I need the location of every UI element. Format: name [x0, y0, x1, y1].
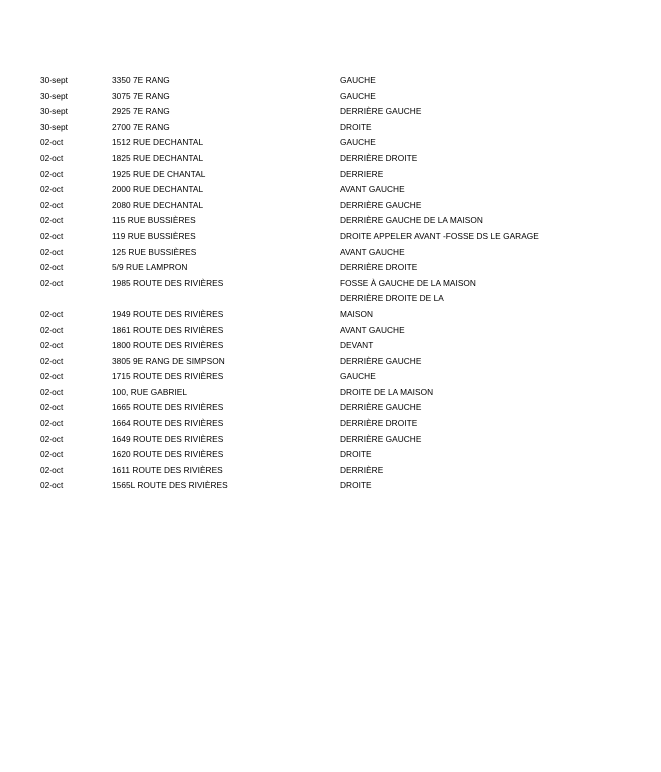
cell-address: 1861 ROUTE DES RIVIÈRES — [112, 324, 224, 335]
table-body — [40, 76, 660, 497]
cell-note: AVANT GAUCHE — [340, 184, 405, 195]
table-row — [40, 154, 660, 170]
cell-date: 02-oct — [40, 215, 64, 226]
cell-note: DERRIÈRE GAUCHE — [340, 433, 422, 444]
table-row — [40, 466, 660, 482]
cell-date: 02-oct — [40, 230, 64, 241]
cell-note: DERRIÈRE GAUCHE — [340, 106, 422, 117]
cell-address: 1925 RUE DE CHANTAL — [112, 168, 206, 179]
cell-note: AVANT GAUCHE — [340, 324, 405, 335]
table-row — [40, 107, 660, 123]
cell-date: 02-oct — [40, 449, 64, 460]
cell-date: 02-oct — [40, 277, 64, 288]
cell-address: 1800 ROUTE DES RIVIÈRES — [112, 340, 224, 351]
cell-note: DERRIÈRE DROITE — [340, 418, 418, 429]
table-row — [40, 170, 660, 186]
cell-note: DERRIÈRE DROITE — [340, 152, 418, 163]
cell-date: 30-sept — [40, 106, 69, 117]
cell-address: 115 RUE BUSSIÈRES — [112, 215, 196, 226]
cell-address: 1649 ROUTE DES RIVIÈRES — [112, 433, 224, 444]
cell-date: 02-oct — [40, 386, 64, 397]
table-row — [40, 216, 660, 232]
cell-address: 125 RUE BUSSIÈRES — [112, 246, 197, 257]
cell-date: 02-oct — [40, 402, 64, 413]
cell-note: DERRIÈRE GAUCHE — [340, 199, 422, 210]
table-row — [40, 279, 660, 295]
table-row — [40, 310, 660, 326]
cell-date: 02-oct — [40, 168, 64, 179]
table-row — [40, 435, 660, 451]
table-row — [40, 248, 660, 264]
cell-address: 119 RUE BUSSIÈRES — [112, 230, 196, 241]
table-row — [40, 341, 660, 357]
cell-note: DERRIÈRE — [340, 464, 384, 475]
cell-note: AVANT GAUCHE — [340, 246, 405, 257]
cell-note: DERRIÈRE DROITE DE LA — [340, 293, 444, 304]
cell-address: 1620 ROUTE DES RIVIÈRES — [112, 449, 224, 460]
cell-address: 1949 ROUTE DES RIVIÈRES — [112, 308, 224, 319]
cell-date: 02-oct — [40, 308, 64, 319]
cell-date: 02-oct — [40, 246, 64, 257]
cell-note: GAUCHE — [340, 371, 376, 382]
cell-note: DERRIÈRE DROITE — [340, 262, 418, 273]
cell-note: DROITE — [340, 121, 372, 132]
cell-address: 1715 ROUTE DES RIVIÈRES — [112, 371, 224, 382]
cell-note: DROITE APPELER AVANT -FOSSE DS LE GARAGE — [340, 230, 539, 241]
cell-address: 1825 RUE DECHANTAL — [112, 152, 204, 163]
cell-date: 02-oct — [40, 152, 64, 163]
cell-date — [40, 294, 112, 310]
cell-date: 02-oct — [40, 418, 64, 429]
cell-address: 5/9 RUE LAMPRON — [112, 262, 188, 273]
cell-note: DROITE — [340, 480, 372, 491]
cell-note: DERRIÈRE GAUCHE — [340, 402, 422, 413]
table-row — [40, 76, 660, 92]
cell-date: 02-oct — [40, 433, 64, 444]
cell-address: 1512 RUE DECHANTAL — [112, 137, 204, 148]
cell-note: DROITE — [340, 449, 372, 460]
cell-note: DERRIÈRE GAUCHE DE LA MAISON — [340, 215, 483, 226]
table-row — [40, 450, 660, 466]
cell-address: 3075 7E RANG — [112, 90, 170, 101]
table-row — [40, 185, 660, 201]
cell-date: 30-sept — [40, 121, 69, 132]
cell-date: 02-oct — [40, 340, 64, 351]
cell-note: DERRIERE — [340, 168, 384, 179]
table-row — [40, 419, 660, 435]
cell-date: 02-oct — [40, 355, 64, 366]
cell-note: DERRIÈRE GAUCHE — [340, 355, 422, 366]
cell-date: 30-sept — [40, 90, 69, 101]
table-row — [40, 481, 660, 497]
table-row — [40, 232, 660, 248]
table-row — [40, 372, 660, 388]
cell-note: FOSSE À GAUCHE DE LA MAISON — [340, 277, 476, 288]
cell-address: 100, RUE GABRIEL — [112, 386, 188, 397]
cell-date: 02-oct — [40, 480, 64, 491]
table-row — [40, 357, 660, 373]
cell-address: 1985 ROUTE DES RIVIÈRES — [112, 277, 224, 288]
cell-date: 02-oct — [40, 137, 64, 148]
cell-address: 1665 ROUTE DES RIVIÈRES — [112, 402, 224, 413]
cell-address: 1611 ROUTE DES RIVIÈRES — [112, 464, 223, 475]
cell-note: GAUCHE — [340, 75, 376, 85]
cell-address: 2925 7E RANG — [112, 106, 170, 117]
cell-address: 1565L ROUTE DES RIVIÈRES — [112, 480, 228, 491]
schedule-table — [40, 76, 660, 497]
table-row — [40, 263, 660, 279]
cell-date: 02-oct — [40, 464, 64, 475]
cell-date: 30-sept — [40, 75, 69, 85]
cell-note: DROITE DE LA MAISON — [340, 386, 434, 397]
table-row — [40, 201, 660, 217]
table-row — [40, 388, 660, 404]
cell-address — [112, 294, 340, 310]
table-row — [40, 326, 660, 342]
cell-address: 1664 ROUTE DES RIVIÈRES — [112, 418, 224, 429]
table-row — [40, 294, 660, 310]
cell-note: DEVANT — [340, 340, 374, 351]
table-row — [40, 92, 660, 108]
cell-address: 2000 RUE DECHANTAL — [112, 184, 204, 195]
table-row — [40, 123, 660, 139]
cell-address: 3350 7E RANG — [112, 75, 170, 85]
cell-address: 2080 RUE DECHANTAL — [112, 199, 204, 210]
cell-date: 02-oct — [40, 184, 64, 195]
cell-date: 02-oct — [40, 371, 64, 382]
cell-note: GAUCHE — [340, 90, 376, 101]
cell-address: 2700 7E RANG — [112, 121, 170, 132]
cell-date: 02-oct — [40, 262, 64, 273]
cell-note: GAUCHE — [340, 137, 376, 148]
cell-address: 3805 9E RANG DE SIMPSON — [112, 355, 225, 366]
cell-note: MAISON — [340, 308, 374, 319]
table-row — [40, 403, 660, 419]
cell-date: 02-oct — [40, 199, 64, 210]
table-row — [40, 138, 660, 154]
cell-date: 02-oct — [40, 324, 64, 335]
